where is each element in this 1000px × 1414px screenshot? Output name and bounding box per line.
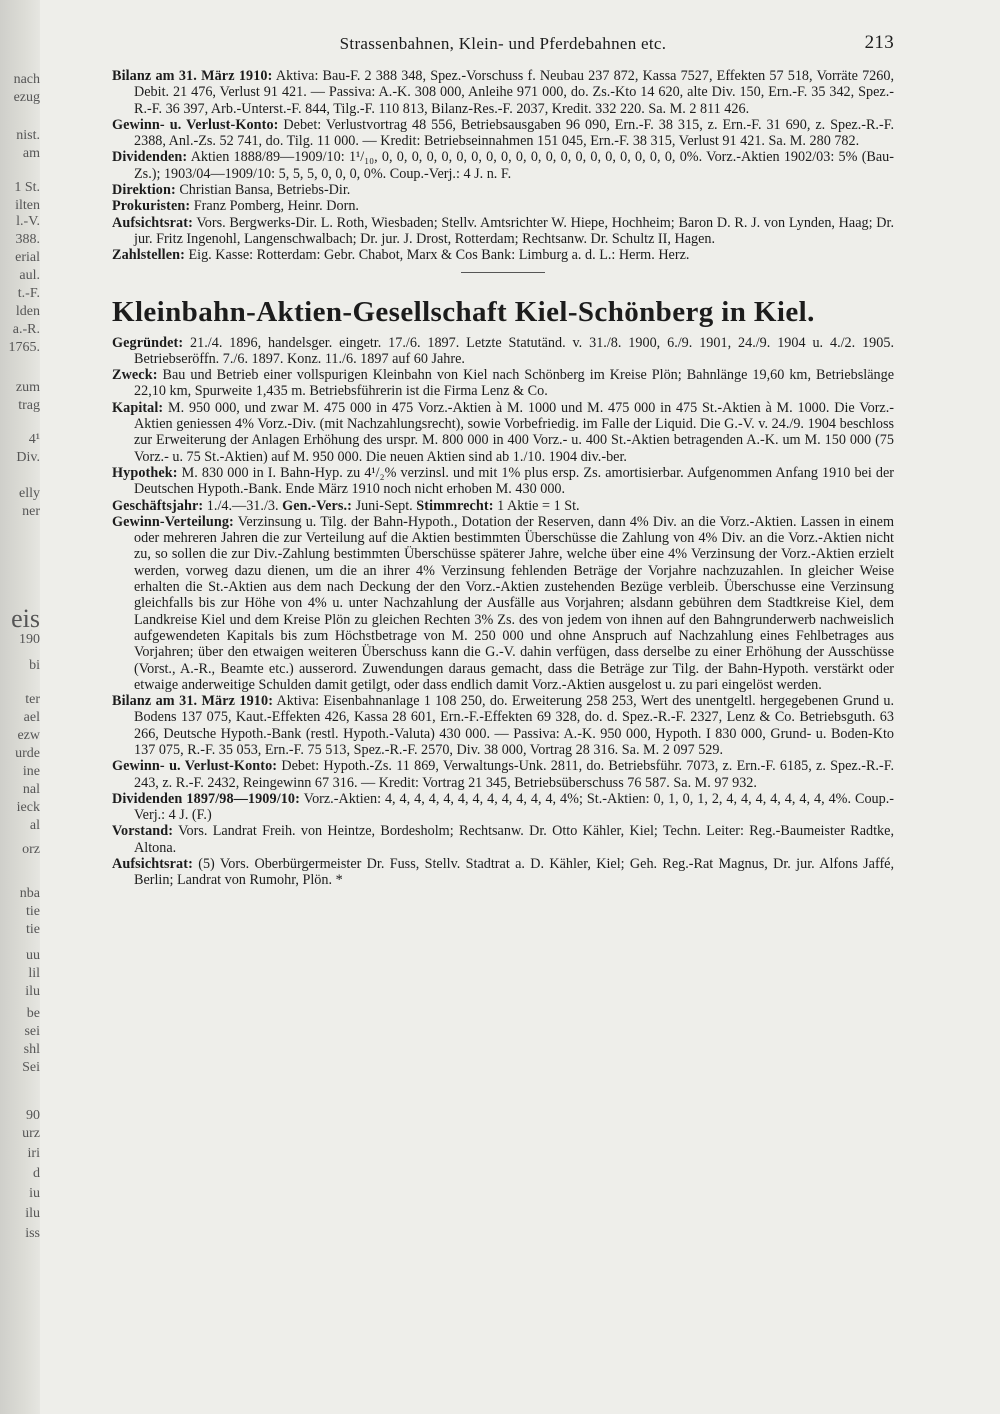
gutter-fragment: ilu: [25, 984, 40, 999]
gutter-fragment: uu: [26, 948, 40, 963]
entry-label: Aufsichtsrat:: [112, 856, 193, 873]
entry-text: Debet: Hypoth.-Zs. 11 869, Verwaltungs-Unk. 2811, do. Betriebsführ. 7073, z. Ern.-F. 6185, z. Spez.-R.-F. 243, z. R.-F. 2432, Reingewinn 67 316. — Kredit: Vortrag 21 345, Betriebsüberschuss 76 587. Sa. M. 97 932.: [134, 758, 895, 791]
entry: [112, 149, 894, 182]
entry-label: Dividenden:: [112, 149, 188, 166]
entry-label: Geschäftsjahr:: [112, 497, 204, 514]
entry: [112, 335, 894, 368]
gutter-fragment: bi: [29, 658, 40, 673]
facing-page-bleed: [0, 0, 40, 1414]
gutter-fragment: ezw: [17, 728, 40, 743]
entry-label: Gewinn- u. Verlust-Konto:: [112, 758, 278, 775]
gutter-fragment: ter: [25, 692, 40, 707]
gutter-fragment: Sei: [22, 1060, 40, 1075]
gutter-fragment: 190: [19, 632, 40, 647]
running-title: Strassenbahnen, Klein- und Pferdebahnen etc.: [339, 34, 667, 53]
gutter-fragment: ine: [22, 764, 40, 779]
gutter-fragment: tie: [26, 922, 40, 937]
entry-text: Aktien 1888/89—1909/10: 1¹/₁₀, 0, 0, 0, 0, 0, 0, 0, 0, 0, 0, 0, 0, 0, 0, 0, 0, 0, 0, 0, 0, 0%. Vorz.-Aktien 1902/03: 5% (Bau-Zs.); 1903/04—1909/10: 5, 5, 5, 0, 0, 0, 0%. Coup.-Verj.: 4 J. n. F.: [134, 149, 894, 182]
gutter-fragment: nach: [13, 72, 40, 87]
company-title: Kleinbahn-Aktien-Gesellschaft Kiel-Schönberg in Kiel.: [112, 295, 815, 328]
entry-label: Dividenden 1897/98—1909/10:: [112, 790, 300, 807]
entry-text: Eig. Kasse: Rotterdam: Gebr. Chabot, Marx & Cos Bank: Limburg a. d. L.: Herm. Herz.: [188, 247, 690, 264]
gutter-fragment: 90: [26, 1108, 40, 1123]
entry-label: Stimmrecht:: [416, 497, 494, 514]
gutter-fragment: Div.: [16, 450, 40, 465]
gutter-fragment: be: [26, 1006, 40, 1021]
entry: [112, 247, 894, 263]
gutter-fragment: urde: [15, 746, 40, 761]
entry-text: M. 830 000 in I. Bahn-Hyp. zu 4¹/₂% verzinsl. und mit 1% plus ersp. Zs. amortisierbar. Aufgenommen Anfang 1910 bei der Deutschen Hypoth.-Bank. Ende März 1910 noch nicht erhoben M. 430 000.: [134, 464, 894, 498]
gutter-fragment: nal: [22, 782, 40, 797]
entry: [112, 68, 894, 117]
gutter-fragment: a.-R.: [12, 322, 40, 337]
gutter-fragment: 1765.: [8, 340, 40, 355]
entry-text: 1./4.—31./3.: [206, 497, 279, 514]
entry-label: Zahlstellen:: [112, 247, 185, 264]
gutter-fragment: ael: [23, 710, 40, 725]
entry-label: Zweck:: [112, 367, 158, 384]
gutter-fragment: tie: [26, 904, 40, 919]
entry-text: Christian Bansa, Betriebs-Dir.: [179, 182, 351, 199]
gutter-fragment: zum: [15, 380, 40, 395]
entry-text: Aktiva: Eisenbahnanlage 1 108 250, do. Erweiterung 258 253, Wert des unentgeltl. hergegebenen Grund u. Bodens 137 075, Kaut.-Effekten 426, Kassa 28 601, Ern.-F.-Effekten 69 328, do. d. Spez.-R.-F. 2327, Lenz & Co. Betriebsguth. 63 266, Deutsche Hypoth.-Bank (restl. Hypoth.-Valuta) 430 000. — Passiva: A.-K. 950 000, Hypoth. I 830 000, Grund- u. Boden-Kto 137 075, R.-F. 35 053, Ern.-F. 75 513, Spez.-R.-F. 2570, Div. 38 000, Vortrag 28 316. Sa. M. 2 097 529.: [134, 693, 895, 758]
entry: [112, 215, 894, 248]
entry-text: 1 Aktie = 1 St.: [497, 497, 580, 514]
entry-text: Verzinsung u. Tilg. der Bahn-Hypoth., Dotation der Reserven, dann 4% Div. an die Vorz.-Aktien. Lassen in einem oder mehreren Jahren die zur Verteilung auf die Aktien bestimmten Überschüsse die Zahlung von 4% Div. an die Vorz.-Aktien nicht zu, so sollen die zur Div.-Zahlung bestimmten Überschüsse späterer Jahre, welche über eine 4% Verzinsung der Vorz.-Aktien erzielt werden, vorweg dazu dienen, um die an ihrer 4% Verzinsung fehlenden Beträge der Vorjahre nachzuzahlen. In gleicher Weise erhalten die St.-Aktien aus dem nach Deckung der den Vorz.-Aktien zustehenden Bezüge verbleib. Überschusse eine Verzinsung gleichfalls bis zur Höhe von 4% u. unter Nachzahlung der Ausfälle aus Vorjahren; alsdann gebühren dem Stadtkreise Kiel, dem Landkreise Kiel und dem Kreise Plön zu gleichen Rechten 3% Zs. des von jedem von ihnen auf den Bahngrunderwerb nachweislich aufgewendeten Kapitals bis zum Höchstbetrage von M. 250 000 und ohne Anspruch auf Nachzahlung eines Fehlbetrages aus Vorjahren; über den etwaigen weiteren Überschuss kann die G.-V. dahin verfügen, dass derselbe zu einer Erhöhung der Ausschüsse (Vorst., A.-R., Beamte etc.) ausserord. Zuwendungen daraus gemacht, dass die Beträge zur Tilg. der Bahn-Hypoth. verstärkt oder etwaige anderweitige Schulden damit getilgt, oder dass endlich damit Vorz.-Aktien ausgelost u. zu pari eingelöst werden.: [134, 513, 895, 693]
entry: [112, 367, 894, 400]
gutter-fragment: erial: [15, 250, 40, 265]
entry-text: Franz Pomberg, Heinr. Dorn.: [193, 198, 359, 215]
gutter-fragment: ezug: [13, 90, 40, 105]
entry: [112, 498, 894, 514]
gutter-fragment: al: [29, 818, 40, 833]
gutter-fragment: iss: [25, 1226, 40, 1241]
entry-text: Juni-Sept.: [355, 497, 413, 514]
entry-label: Aufsichtsrat:: [112, 214, 193, 231]
company-entries: [112, 335, 894, 889]
entry-text: Debet: Verlustvortrag 48 556, Betriebsausgaben 96 090, Ern.-F. 38 315, z. Ern.-F. 31 690, z. Spez.-R.-F. 2388, Anl.-Zs. 52 741, do. Tilg. 11 000. — Kredit: Betriebseinnahmen 151 045, Ern.-F. 38 315, Verlust 91 421. Sa. M. 280 782.: [134, 116, 894, 150]
previous-company-section: [112, 68, 894, 264]
gutter-fragment: am: [22, 146, 40, 161]
entry: [112, 693, 894, 758]
gutter-fragment: urz: [22, 1126, 40, 1141]
entry-text: Aktiva: Bau-F. 2 388 348, Spez.-Vorschuss f. Neubau 237 872, Kassa 7527, Effekten 57 518, Vorräte 7260, Debit. 21 476, Verlust 91 421. — Passiva: A.-K. 308 000, Anleihe 971 000, do. Zs.-Kto 14 620, alte Div. 150, Ern.-F. 35 342, Spez.-R.-F. 36 397, Arb.-Unterst.-F. 844, Tilg.-F. 110 813, Bilanz-Res.-F. 2037, Kredit. 332 220. Sa. M. 2 811 426.: [134, 68, 895, 117]
entry-text: Bau und Betrieb einer vollspurigen Kleinbahn von Kiel nach Schönberg im Kreise Plön; Bahnlänge 19,60 km, Betriebslänge 22,10 km, Spurweite 1,435 m. Betriebsführerin ist die Firma Lenz & Co.: [134, 367, 895, 400]
gutter-fragment: aul.: [19, 268, 40, 283]
gutter-fragment: nba: [19, 886, 40, 901]
entry-label: Gen.-Vers.:: [282, 497, 353, 514]
gutter-fragment: nist.: [16, 128, 40, 143]
entry: [112, 758, 894, 791]
entry: [112, 465, 894, 498]
entry-label: Gewinn-Verteilung:: [112, 513, 234, 530]
gutter-fragment: ilten: [15, 198, 40, 213]
gutter-fragment: iri: [27, 1146, 40, 1161]
gutter-fragment: d: [33, 1166, 40, 1181]
gutter-fragment: 388.: [15, 232, 40, 247]
entry-text: Vors. Landrat Freih. von Heintze, Bordesholm; Rechtsanw. Dr. Otto Kähler, Kiel; Techn. Leiter: Reg.-Baumeister Radtke, Altona.: [134, 823, 894, 856]
entry: [112, 514, 894, 693]
entry: [112, 198, 894, 214]
gutter-fragment: elly: [19, 486, 40, 501]
entry-text: (5) Vors. Oberbürgermeister Dr. Fuss, Stellv. Stadtrat a. D. Kähler, Kiel; Geh. Reg.-Rat Magnus, Dr. jur. Alfons Jaffé, Berlin; Landrat von Rumohr, Plön. *: [134, 856, 895, 889]
gutter-fragment: lil: [28, 966, 40, 981]
page: [112, 28, 894, 889]
entry-label: Bilanz am 31. März 1910:: [112, 68, 273, 84]
gutter-fragment: eis: [11, 604, 40, 633]
gutter-fragment: t.-F.: [17, 286, 40, 301]
entry-label: Gewinn- u. Verlust-Konto:: [112, 116, 279, 133]
entry-label: Bilanz am 31. März 1910:: [112, 693, 274, 710]
entry: [112, 400, 894, 465]
entry-label: Vorstand:: [112, 823, 174, 840]
entry-label: Direktion:: [112, 182, 176, 199]
entry-label: Gegründet:: [112, 334, 184, 351]
entry: [112, 791, 894, 824]
gutter-fragment: ilu: [25, 1206, 40, 1221]
running-head: [112, 28, 894, 58]
gutter-fragment: orz: [22, 842, 40, 857]
gutter-fragment: sei: [24, 1024, 40, 1039]
entry-text: Vorz.-Aktien: 4, 4, 4, 4, 4, 4, 4, 4, 4, 4, 4, 4, 4%; St.-Aktien: 0, 1, 0, 1, 2, 4, 4, 4, 4, 4, 4, 4, 4%. Coup.-Verj.: 4 J. (F.): [134, 790, 894, 824]
gutter-fragment: lden: [15, 304, 40, 319]
section-divider: [461, 272, 545, 273]
entry-text: 21./4. 1896, handelsger. eingetr. 17./6. 1897. Letzte Statutänd. v. 31./8. 1900, 6./9. 1901, 24./9. 1904 u. 4./2. 1905. Betriebseröffn. 7./6. 1897. Konz. 11./6. 1897 auf 60 Jahre.: [134, 334, 895, 367]
page-number: 213: [864, 32, 894, 53]
gutter-fragment: 4¹: [28, 432, 40, 447]
gutter-fragment: iu: [29, 1186, 40, 1201]
gutter-fragment: l.-V.: [16, 214, 40, 229]
entry: [112, 182, 894, 198]
gutter-fragment: shl: [23, 1042, 40, 1057]
entry-text: M. 950 000, und zwar M. 475 000 in 475 Vorz.-Aktien à M. 1000 und M. 475 000 in 475 St.-Aktien à M. 1000. Die Vorz.-Aktien geniessen 4% Vorz.-Div. (mit Nachzahlungsrecht), sowie Vorbefriedig. im Falle der Liquid. Die G.-V. v. 24./9. 1904 beschloss zur Erweiterung der Anlagen Erhöhung des urspr. M. 800 000 in 400 Vorz.- u. 400 St.-Aktien betragenden A.-K. um M. 150 000 (75 Vorz.- u. 75 St.-Aktien) auf M. 950 000. Die neuen Aktien sind ab 1./10. 1904 div.-ber.: [134, 399, 894, 465]
gutter-fragment: 1 St.: [14, 180, 40, 195]
entry-label: Prokuristen:: [112, 198, 191, 215]
entry-label: Kapital:: [112, 399, 164, 416]
entry: [112, 117, 894, 150]
entry-label: Hypothek:: [112, 464, 178, 481]
gutter-fragment: ner: [22, 504, 40, 519]
entry: [112, 823, 894, 856]
gutter-fragment: trag: [18, 398, 40, 413]
entry: [112, 856, 894, 889]
entry-text: Vors. Bergwerks-Dir. L. Roth, Wiesbaden; Stellv. Amtsrichter W. Hiepe, Hochheim; Baron D. R. J. von Lynden, Haag; Dr. jur. Fritz Ingenohl, Langenschwalbach; Dr. jur. J. Drost, Rotterdam; Rechtsanw. Dr. Schultz II, Hagen.: [134, 214, 894, 247]
gutter-fragment: ieck: [16, 800, 40, 815]
